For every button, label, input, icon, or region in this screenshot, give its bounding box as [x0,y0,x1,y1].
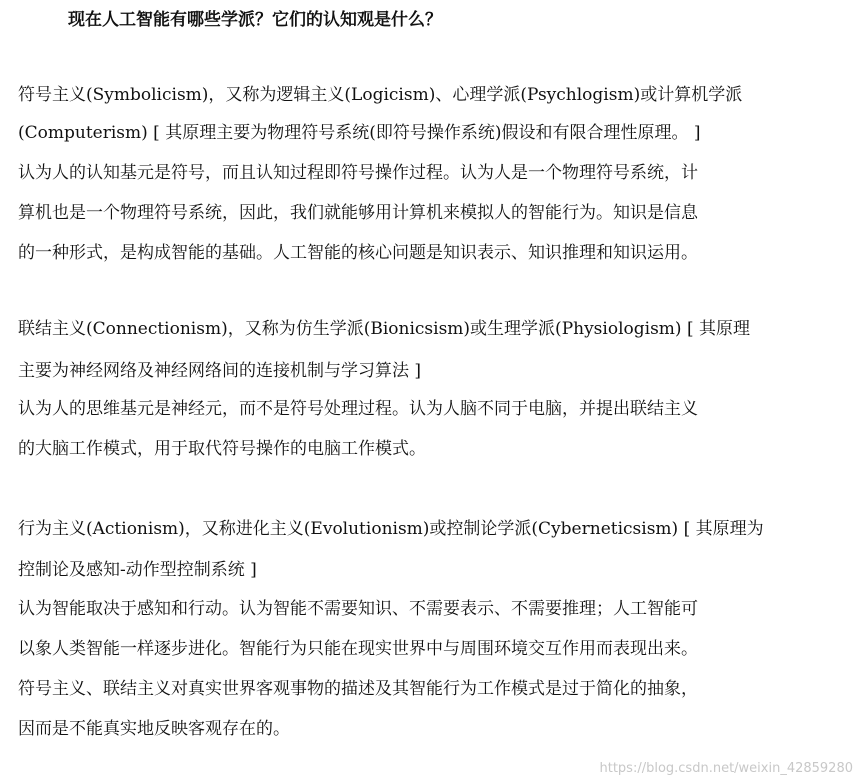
symbolicism-line-3: 认为人的认知基元是符号，而且认知过程即符号操作过程。认为人是一个物理符号系统，计 [18,163,698,183]
actionism-line-3: 认为智能取决于感知和行动。认为智能不需要知识、不需要表示、不需要推理；人工智能可 [18,599,698,619]
actionism-line-2: 控制论及感知-动作型控制系统 ] [18,560,257,580]
symbolicism-line-2: (Computerism) [ 其原理主要为物理符号系统(即符号操作系统)假设和有限合理性原理。 ] [18,123,701,143]
document-title: 现在人工智能有哪些学派？它们的认知观是什么？ [68,10,442,30]
connectionism-line-3: 认为人的思维基元是神经元，而不是符号处理过程。认为人脑不同于电脑，并提出联结主义 [18,399,698,419]
actionism-line-4: 以象人类智能一样逐步进化。智能行为只能在现实世界中与周围环境交互作用而表现出来。 [18,639,698,659]
actionism-line-5: 符号主义、联结主义对真实世界客观事物的描述及其智能行为工作模式是过于简化的抽象， [18,679,698,699]
symbolicism-line-4: 算机也是一个物理符号系统，因此，我们就能够用计算机来模拟人的智能行为。知识是信息 [18,203,698,223]
symbolicism-line-1: 符号主义(Symbolicism)，又称为逻辑主义(Logicism)、心理学派(Psychlogism)或计算机学派 [18,85,743,105]
actionism-line-1: 行为主义(Actionism)，又称进化主义(Evolutionism)或控制论学派(Cyberneticsism) [ 其原理为 [18,519,764,539]
connectionism-line-1: 联结主义(Connectionism)，又称为仿生学派(Bionicsism)或生理学派(Physiologism) [ 其原理 [18,319,750,339]
csdn-watermark: https://blog.csdn.net/weixin_42859280 [599,761,853,776]
symbolicism-line-5: 的一种形式，是构成智能的基础。人工智能的核心问题是知识表示、知识推理和知识运用。 [18,243,698,263]
connectionism-line-2: 主要为神经网络及神经网络间的连接机制与学习算法 ] [18,361,422,381]
connectionism-line-4: 的大脑工作模式，用于取代符号操作的电脑工作模式。 [18,439,426,459]
actionism-line-6: 因而是不能真实地反映客观存在的。 [18,719,290,739]
